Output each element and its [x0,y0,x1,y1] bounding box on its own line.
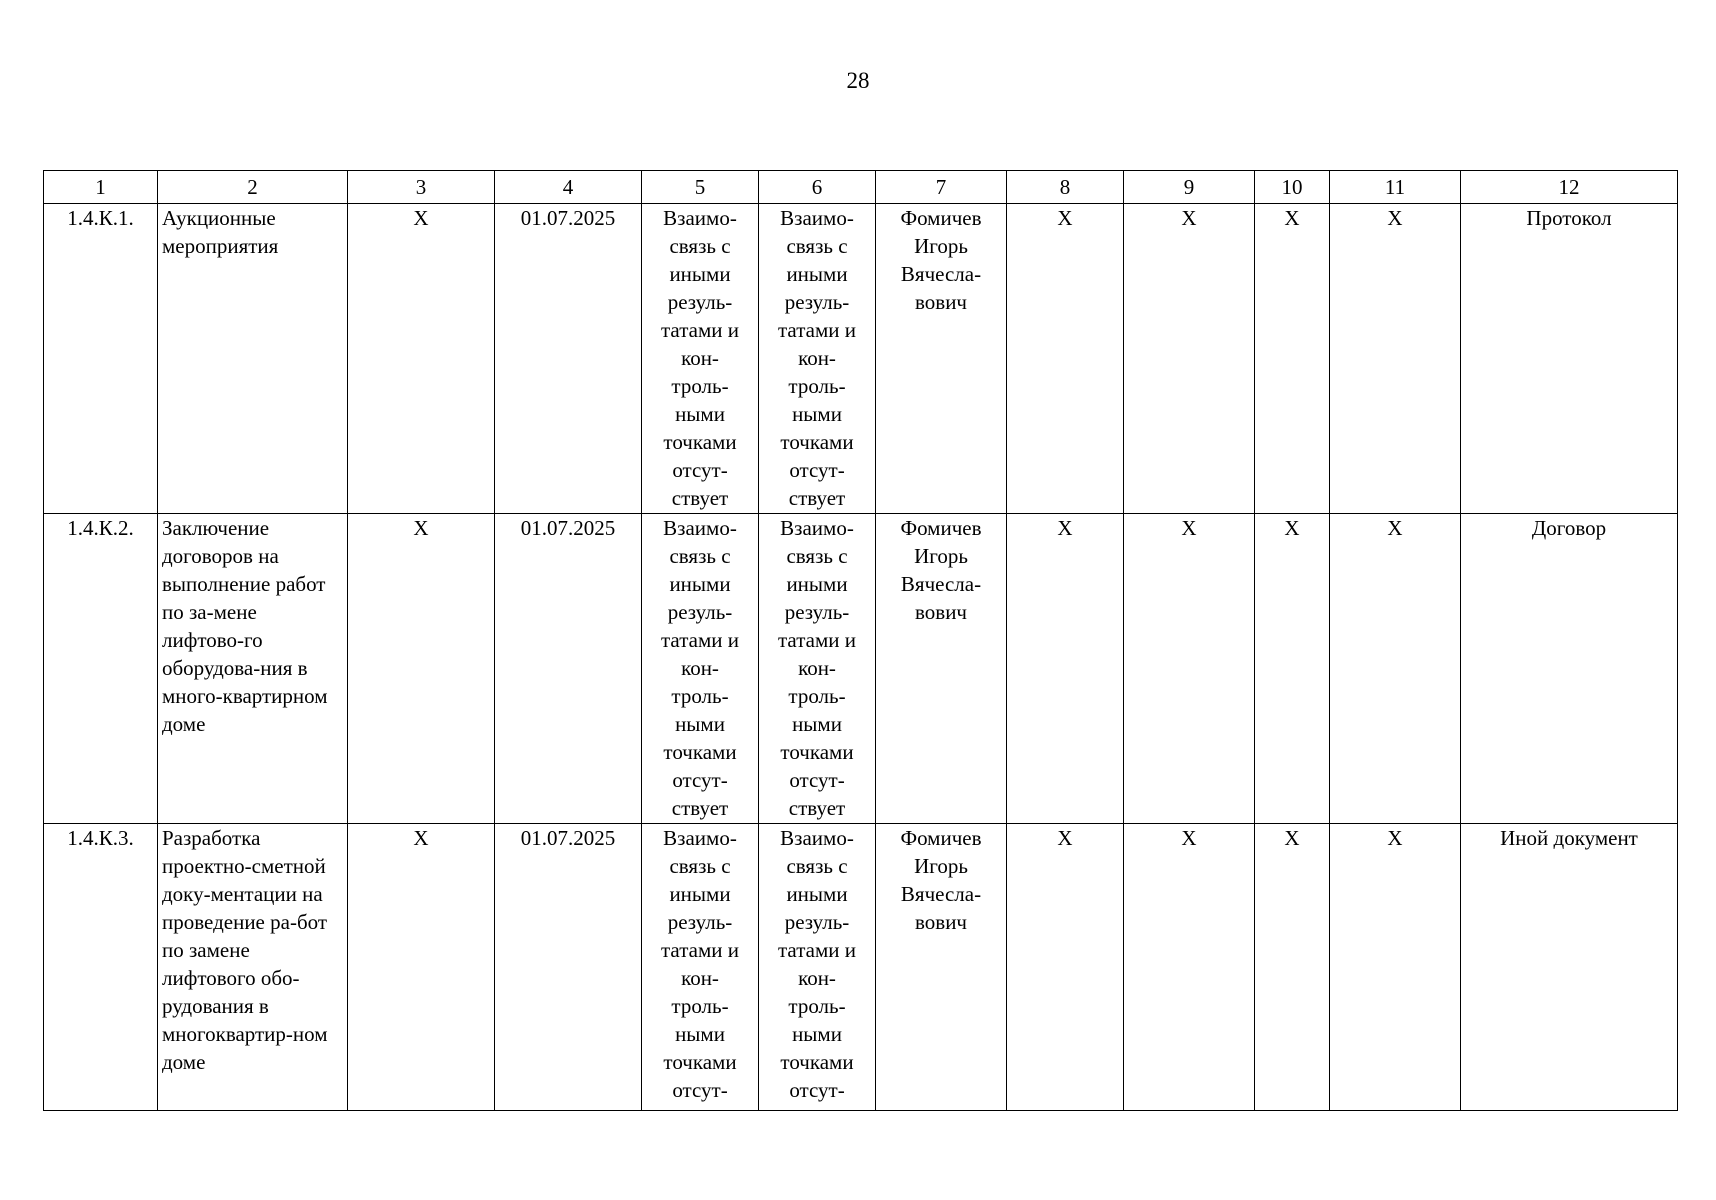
table-row [44,204,1678,514]
header-cell: 8 [1007,171,1124,204]
cell-col3: Х [348,824,495,1111]
cell-col6: Взаимо- связь с иными резуль- татами и кон- троль- ными точками отсут- [759,824,876,1111]
cell-col8: Х [1007,824,1124,1111]
header-cell: 11 [1330,171,1461,204]
cell-col5: Взаимо- связь с иными резуль- татами и кон- троль- ными точками отсут- ствует [642,514,759,824]
cell-responsible: Фомичев Игорь Вячесла- вович [876,824,1007,1111]
cell-col9: Х [1124,514,1255,824]
cell-responsible: Фомичев Игорь Вячесла- вович [876,204,1007,514]
table-row [44,514,1678,824]
cell-col3: Х [348,514,495,824]
cell-col11: Х [1330,824,1461,1111]
cell-col11: Х [1330,514,1461,824]
cell-col6: Взаимо- связь с иными резуль- татами и кон- троль- ными точками отсут- ствует [759,514,876,824]
cell-col11: Х [1330,204,1461,514]
cell-document: Протокол [1461,204,1678,514]
header-cell: 6 [759,171,876,204]
header-cell: 2 [158,171,348,204]
cell-document: Договор [1461,514,1678,824]
cell-col9: Х [1124,204,1255,514]
header-cell: 5 [642,171,759,204]
row-title: Аукционные мероприятия [158,204,348,514]
cell-date: 01.07.2025 [495,514,642,824]
cell-col6: Взаимо- связь с иными резуль- татами и кон- троль- ными точками отсут- ствует [759,204,876,514]
cell-date: 01.07.2025 [495,824,642,1111]
cell-col3: Х [348,204,495,514]
row-number: 1.4.К.2. [44,514,158,824]
cell-col10: Х [1255,514,1330,824]
cell-col10: Х [1255,824,1330,1111]
row-number: 1.4.К.3. [44,824,158,1111]
header-cell: 3 [348,171,495,204]
row-number: 1.4.К.1. [44,204,158,514]
row-title: Заключение договоров на выполнение работ по за-мене лифтово-го оборудова-ния в много-квартирном доме [158,514,348,824]
cell-col5: Взаимо- связь с иными резуль- татами и кон- троль- ными точками отсут- ствует [642,204,759,514]
header-cell: 10 [1255,171,1330,204]
cell-col8: Х [1007,514,1124,824]
plan-table [43,170,1678,1111]
table-row [44,824,1678,1111]
cell-document: Иной документ [1461,824,1678,1111]
cell-col5: Взаимо- связь с иными резуль- татами и кон- троль- ными точками отсут- [642,824,759,1111]
header-row [44,171,1678,204]
cell-col9: Х [1124,824,1255,1111]
header-cell: 7 [876,171,1007,204]
cell-col10: Х [1255,204,1330,514]
page-number: 28 [846,68,870,93]
cell-date: 01.07.2025 [495,204,642,514]
header-cell: 1 [44,171,158,204]
cell-col8: Х [1007,204,1124,514]
header-cell: 9 [1124,171,1255,204]
header-cell: 12 [1461,171,1678,204]
header-cell: 4 [495,171,642,204]
row-title: Разработка проектно-сметной доку-ментации на проведение ра-бот по замене лифтового обо-рудования в многоквартир-ном доме [158,824,348,1111]
cell-responsible: Фомичев Игорь Вячесла- вович [876,514,1007,824]
